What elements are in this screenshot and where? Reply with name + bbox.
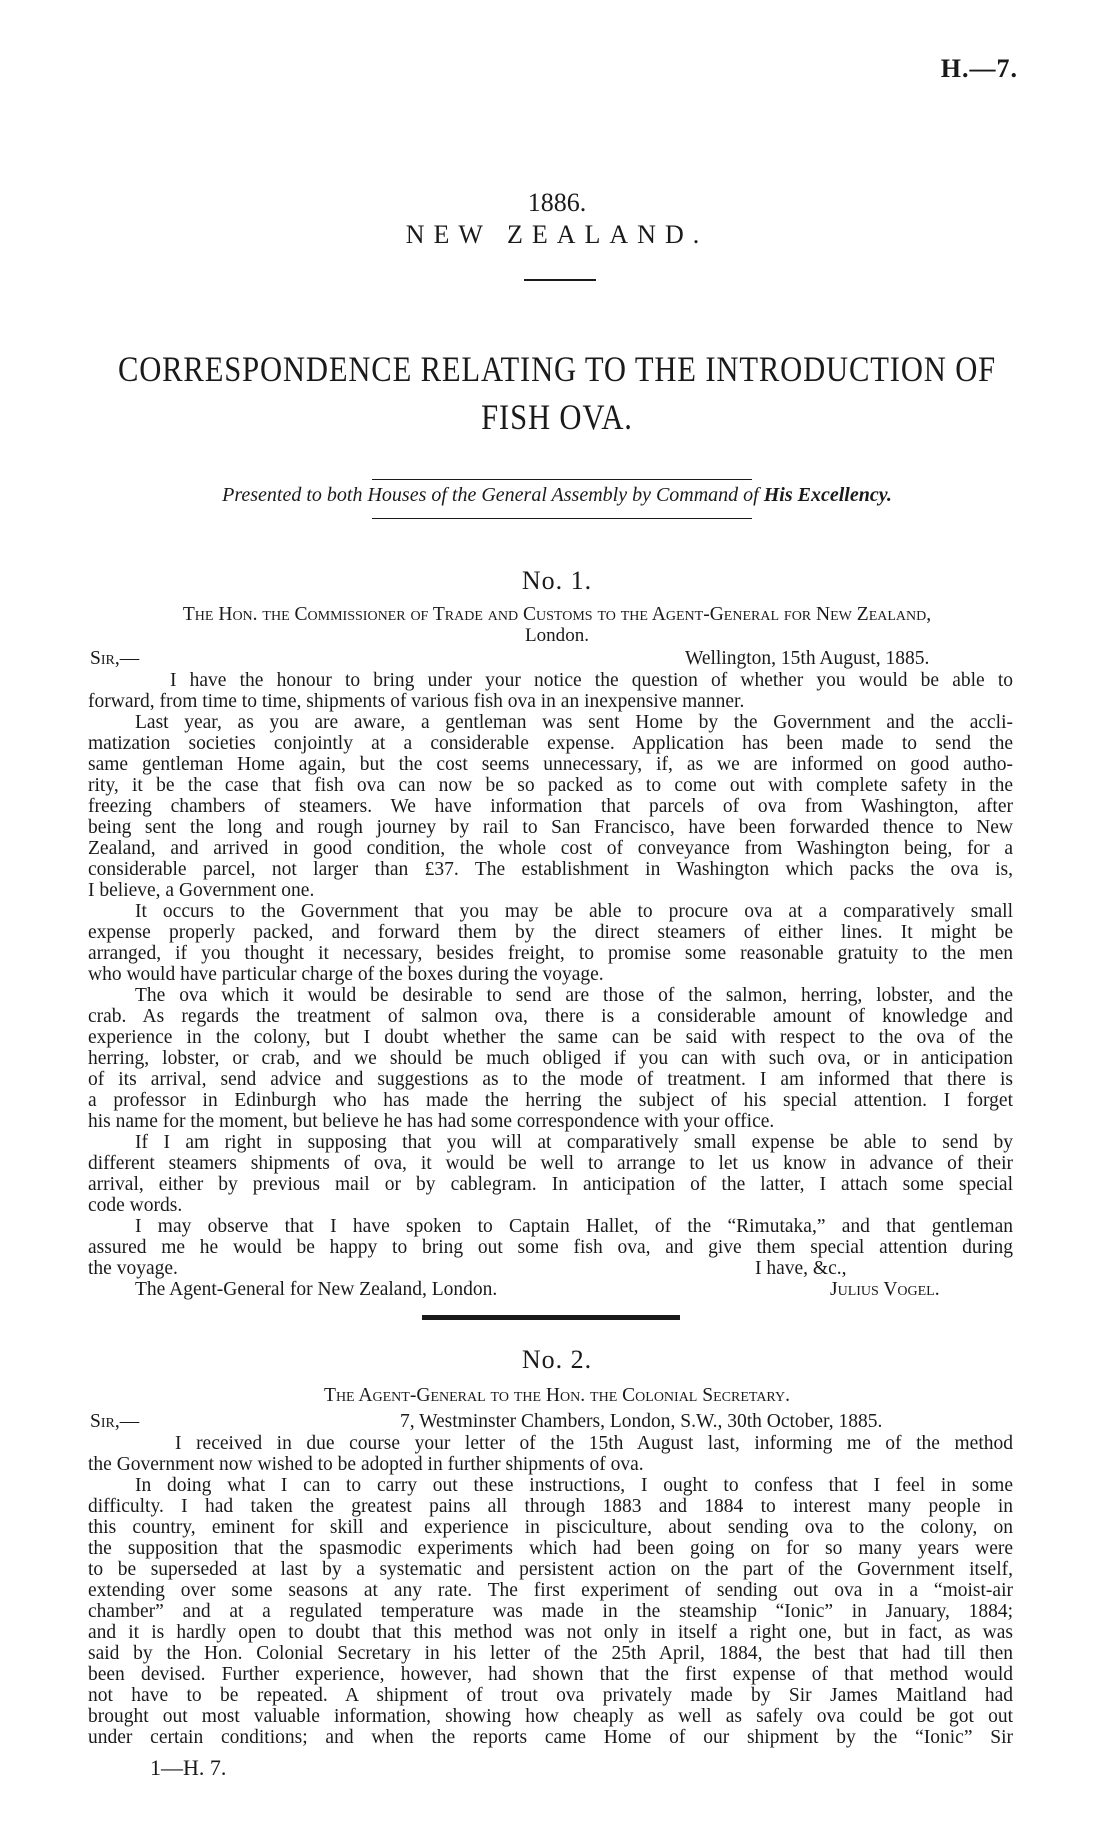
body-line: forward, from time to time, shipments of various fish ova in an inexpensive manner. (88, 691, 745, 712)
page-footer: 1—H. 7. (150, 1755, 227, 1780)
body-line: I received in due course your letter of the 15th August last, informing me of the method (175, 1433, 1013, 1454)
body-line: difficulty. I had taken the greatest pains all through 1883 and 1884 to interest many people in (88, 1496, 1013, 1517)
body-line: I may observe that I have spoken to Captain Hallet, of the “Rimutaka,” and that gentleman (135, 1216, 1013, 1237)
body-line: rity, it be the case that fish ova can now be so packed as to come out with complete safety in the (88, 775, 1013, 796)
body-line: this country, eminent for skill and experience in pisciculture, about sending ova to the colony, on (88, 1517, 1013, 1538)
body-line: extending over some seasons at any rate. The first experiment of sending out ova in a “moist-air (88, 1580, 1013, 1601)
body-line: the supposition that the spasmodic experiments which had been going on for so many years were (88, 1538, 1013, 1559)
letter1-heading-city: London. (524, 625, 589, 646)
body-line: Zealand, and arrived in good condition, the whole cost of conveyance from Washington being, for a (88, 838, 1013, 859)
short-divider (524, 279, 596, 281)
body-line: of its arrival, send advice and suggestions as to the mode of treatment. I am informed that there is (88, 1069, 1013, 1090)
body-line: under certain conditions; and when the reports came Home of our shipment by the “Ionic” Sir (88, 1727, 1013, 1748)
letter1-place-date: Wellington, 15th August, 1885. (685, 648, 930, 669)
body-line: different steamers shipments of ova, it would be well to arrange to let us know in advance of their (88, 1153, 1013, 1174)
body-line: expense properly packed, and forward them by the direct steamers of either lines. It might be (88, 922, 1013, 943)
letter1-salutation: Sir,— (90, 648, 140, 669)
body-line: brought out most valuable information, showing how cheaply as well as safely ova could be got out (88, 1706, 1013, 1727)
body-line: herring, lobster, or crab, and we should be much obliged if you can with such ova, or in anticipation (88, 1048, 1013, 1069)
letter2-number: No. 2. (521, 1345, 593, 1374)
body-line: not have to be repeated. A shipment of trout ova privately made by Sir James Maitland had (88, 1685, 1013, 1706)
letter1-closing: I have, &c., (755, 1258, 847, 1279)
body-line: If I am right in supposing that you will at comparatively small expense be able to send by (135, 1132, 1013, 1153)
letter1-number: No. 1. (521, 566, 593, 595)
paper-reference: H.—7. (940, 54, 1018, 83)
section-divider (422, 1315, 680, 1320)
body-line: assured me he would be happy to bring out some fish ova, and give them special attention during (88, 1237, 1013, 1258)
letter2-heading: The Agent-General to the Hon. the Colonial Secretary. (324, 1385, 790, 1406)
country-heading: NEW ZEALAND. (405, 220, 709, 249)
body-line: said by the Hon. Colonial Secretary in his letter of the 25th April, 1884, the best that had till then (88, 1643, 1013, 1664)
body-line: In doing what I can to carry out these instructions, I ought to confess that I feel in some (135, 1475, 1013, 1496)
presented-rule-bottom (372, 518, 752, 519)
body-line: chamber” and at a regulated temperature was made in the steamship “Ionic” in January, 1884; (88, 1601, 1013, 1622)
body-line: It occurs to the Government that you may be able to procure ova at a comparatively small (135, 901, 1013, 922)
body-line: who would have particular charge of the boxes during the voyage. (88, 964, 604, 985)
letter1-signature: Julius Vogel. (830, 1279, 940, 1300)
letter1-last-line: the voyage. (88, 1258, 178, 1279)
presented-rule-top (372, 479, 752, 480)
letter1-addressee: The Agent-General for New Zealand, London. (135, 1279, 498, 1300)
body-line: same gentleman Home again, but the cost seems unnecessary, if, as we are informed on good autho- (88, 754, 1013, 775)
body-line: experience in the colony, but I doubt whether the same can be said with respect to the ova of the (88, 1027, 1013, 1048)
body-line: arrival, either by previous mail or by cablegram. In anticipation of the latter, I attach some special (88, 1174, 1013, 1195)
body-line: to be superseded at last by a systematic and persistent action on the part of the Government itself, (88, 1559, 1013, 1580)
presented-text: Presented to both Houses of the General Assembly by Command of (222, 484, 764, 506)
publication-year: 1886. (527, 188, 587, 217)
body-line: been devised. Further experience, however, had shown that the first expense of that method would (88, 1664, 1013, 1685)
body-line: freezing chambers of steamers. We have information that parcels of ova from Washington, after (88, 796, 1013, 817)
body-line: being sent the long and rough journey by rail to San Francisco, have been forwarded thence to New (88, 817, 1013, 838)
presented-excellency: His Excellency. (763, 484, 892, 506)
body-line: crab. As regards the treatment of salmon ova, there is a considerable amount of knowledge and (88, 1006, 1013, 1027)
body-line: I believe, a Government one. (88, 880, 315, 901)
letter2-salutation: Sir,— (90, 1411, 140, 1432)
document-title-line2: FISH OVA. (481, 397, 633, 437)
body-line: the Government now wished to be adopted in further shipments of ova. (88, 1454, 644, 1475)
letter1-heading: The Hon. the Commissioner of Trade and Customs to the Agent-General for New Zealand, (182, 604, 932, 625)
body-line: matization societies conjointly at a considerable expense. Application has been made to send the (88, 733, 1013, 754)
body-line: arranged, if you thought it necessary, besides freight, to promise some reasonable gratuity to the men (88, 943, 1013, 964)
body-line: and it is hardly open to doubt that this method was not only in itself a right one, but in fact, as was (88, 1622, 1013, 1643)
body-line: code words. (88, 1195, 183, 1216)
letter2-place-date: 7, Westminster Chambers, London, S.W., 30th October, 1885. (400, 1411, 883, 1432)
body-line: his name for the moment, but believe he has had some correspondence with your office. (88, 1111, 775, 1132)
presented-note (0, 484, 1114, 507)
body-line: Last year, as you are aware, a gentleman was sent Home by the Government and the accli- (135, 712, 1013, 733)
body-line: a professor in Edinburgh who has made the herring the subject of his special attention. I forget (88, 1090, 1013, 1111)
document-title-line1: CORRESPONDENCE RELATING TO THE INTRODUCTION OF (117, 349, 997, 389)
body-line: I have the honour to bring under your notice the question of whether you would be able to (170, 670, 1013, 691)
body-line: The ova which it would be desirable to send are those of the salmon, herring, lobster, and the (135, 985, 1013, 1006)
body-line: considerable parcel, not larger than £37. The establishment in Washington which packs the ova is, (88, 859, 1013, 880)
